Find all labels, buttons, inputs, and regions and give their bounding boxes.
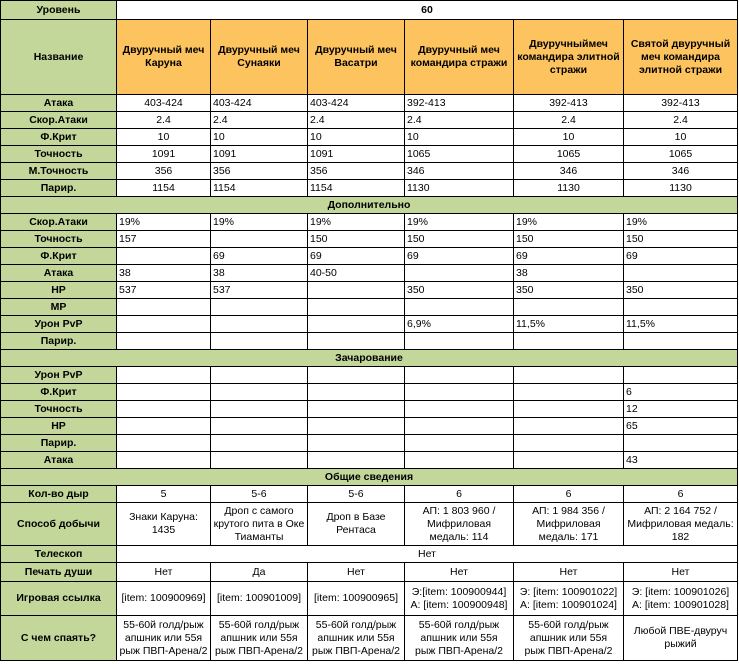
- cell-value: 43: [624, 452, 738, 469]
- cell-value: [211, 299, 308, 316]
- cell-value: 1091: [308, 146, 405, 163]
- enchant-stat-row: [1, 435, 738, 452]
- obtain-row: [1, 503, 738, 546]
- cell-value: [405, 452, 514, 469]
- cell-value: 10: [117, 129, 211, 146]
- cell-value: 150: [514, 231, 624, 248]
- cell-value: [405, 333, 514, 350]
- cell-line: А: [item: 100900948]: [410, 598, 508, 611]
- item-name-header: Двуручный меч Васатри: [308, 20, 405, 95]
- cell-value: [308, 299, 405, 316]
- cell-value: 350: [514, 282, 624, 299]
- row-label: Ф.Крит: [1, 248, 117, 265]
- cell-value: 5: [117, 486, 211, 503]
- cell-value: 65: [624, 418, 738, 435]
- enchant-stat-row: [1, 384, 738, 401]
- name-label: Название: [1, 20, 117, 95]
- row-label: Печать души: [1, 563, 117, 582]
- cell-value: [624, 367, 738, 384]
- cell-value: 6,9%: [405, 316, 514, 333]
- cell-value: 403-424: [117, 95, 211, 112]
- cell-value: [624, 265, 738, 282]
- cell-value: [117, 316, 211, 333]
- cell-value: 10: [211, 129, 308, 146]
- row-label: Кол-во дыр: [1, 486, 117, 503]
- item-name-header: Святой двуручный меч командира элитной стражи: [624, 20, 738, 95]
- row-label: Атака: [1, 452, 117, 469]
- enchant-stat-row: [1, 367, 738, 384]
- cell-value: [117, 616, 211, 661]
- cell-line: А: [item: 100901028]: [632, 598, 729, 611]
- cell-value: 356: [117, 163, 211, 180]
- cell-value: [405, 616, 514, 661]
- telescope-value: Нет: [117, 546, 738, 563]
- extra-stat-row: [1, 282, 738, 299]
- cell-value: АП: 1 984 356 / Мифриловая медаль: 171: [514, 503, 624, 546]
- cell-value: 10: [514, 129, 624, 146]
- row-label: HP: [1, 418, 117, 435]
- cell-value: [514, 452, 624, 469]
- fuse-row: [1, 616, 738, 661]
- cell-value: Нет: [405, 563, 514, 582]
- cell-line: рыж ПВП-Арена/2: [215, 644, 303, 657]
- cell-value: [405, 401, 514, 418]
- cell-value: 19%: [514, 214, 624, 231]
- cell-value: 350: [624, 282, 738, 299]
- extra-stat-row: [1, 248, 738, 265]
- cell-value: 1091: [211, 146, 308, 163]
- cell-line: апшник или 55я: [529, 631, 608, 644]
- cell-line: Э: [item: 100901022]: [519, 585, 618, 598]
- cell-value: [117, 299, 211, 316]
- cell-value: [624, 435, 738, 452]
- cell-value: 19%: [308, 214, 405, 231]
- cell-value: 1065: [405, 146, 514, 163]
- cell-value: [624, 616, 738, 661]
- row-label: Парир.: [1, 435, 117, 452]
- section-info-title: Общие сведения: [1, 469, 738, 486]
- cell-value: 69: [514, 248, 624, 265]
- enchant-stat-row: [1, 418, 738, 435]
- cell-value: Нет: [514, 563, 624, 582]
- cell-value: [514, 401, 624, 418]
- cell-value: 69: [308, 248, 405, 265]
- cell-value: [117, 418, 211, 435]
- cell-value: 403-424: [308, 95, 405, 112]
- cell-value: [514, 299, 624, 316]
- cell-line: Любой ПВЕ-двуруч: [633, 625, 728, 637]
- cell-value: 6: [405, 486, 514, 503]
- extra-stat-row: [1, 214, 738, 231]
- cell-value: 6: [624, 384, 738, 401]
- cell-value: 10: [405, 129, 514, 146]
- cell-value: 38: [514, 265, 624, 282]
- cell-value: 11,5%: [624, 316, 738, 333]
- row-label: Атака: [1, 95, 117, 112]
- cell-value: 403-424: [211, 95, 308, 112]
- cell-value: [211, 231, 308, 248]
- cell-value: 19%: [624, 214, 738, 231]
- extra-stat-row: [1, 333, 738, 350]
- cell-line: рыж ПВП-Арена/2: [415, 644, 503, 657]
- cell-value: 356: [211, 163, 308, 180]
- cell-value: [308, 582, 405, 616]
- extra-stat-row: [1, 231, 738, 248]
- row-label: Урон PvP: [1, 316, 117, 333]
- cell-value: 2.4: [624, 112, 738, 129]
- base-stat-row: [1, 146, 738, 163]
- cell-line: [item: 100900965]: [313, 592, 399, 604]
- cell-value: Дроп с самого крутого пита в Оке Тиаманты: [211, 503, 308, 546]
- base-stat-row: [1, 112, 738, 129]
- enchant-stat-row: [1, 452, 738, 469]
- cell-value: [308, 401, 405, 418]
- cell-value: АП: 1 803 960 / Мифриловая медаль: 114: [405, 503, 514, 546]
- cell-value: 40-50: [308, 265, 405, 282]
- cell-value: [211, 418, 308, 435]
- row-label: Точность: [1, 401, 117, 418]
- cell-value: [514, 384, 624, 401]
- cell-line: 55-60й голд/рыж: [315, 618, 397, 631]
- cell-line: 55-60й голд/рыж: [418, 618, 500, 631]
- cell-value: 346: [624, 163, 738, 180]
- cell-value: 12: [624, 401, 738, 418]
- cell-value: 2.4: [308, 112, 405, 129]
- row-label: Атака: [1, 265, 117, 282]
- row-label: Способ добычи: [1, 503, 117, 546]
- cell-value: [211, 435, 308, 452]
- cell-value: [514, 367, 624, 384]
- row-label: С чем спаять?: [1, 616, 117, 661]
- section-enchant-title: Зачарование: [1, 350, 738, 367]
- row-label: Ф.Крит: [1, 384, 117, 401]
- cell-line: [item: 100901009]: [216, 592, 302, 604]
- cell-value: 69: [405, 248, 514, 265]
- cell-value: 157: [117, 231, 211, 248]
- cell-line: Э:[item: 100900944]: [411, 585, 507, 598]
- extra-stat-row: [1, 265, 738, 282]
- cell-value: 1154: [308, 180, 405, 197]
- cell-value: [117, 248, 211, 265]
- cell-value: [308, 452, 405, 469]
- cell-value: 1130: [405, 180, 514, 197]
- base-stat-row: [1, 163, 738, 180]
- cell-value: 392-413: [514, 95, 624, 112]
- cell-value: [405, 384, 514, 401]
- cell-value: 1065: [624, 146, 738, 163]
- cell-value: Нет: [624, 563, 738, 582]
- cell-value: 69: [624, 248, 738, 265]
- cell-value: 19%: [117, 214, 211, 231]
- cell-value: 537: [211, 282, 308, 299]
- cell-value: 5-6: [308, 486, 405, 503]
- cell-value: 19%: [211, 214, 308, 231]
- cell-value: [405, 435, 514, 452]
- cell-value: 150: [405, 231, 514, 248]
- cell-value: [308, 282, 405, 299]
- cell-value: Знаки Каруна: 1435: [117, 503, 211, 546]
- cell-value: 392-413: [624, 95, 738, 112]
- cell-value: [211, 316, 308, 333]
- cell-value: 1130: [624, 180, 738, 197]
- cell-value: [211, 384, 308, 401]
- extra-stat-row: [1, 316, 738, 333]
- level-value: 60: [117, 1, 738, 20]
- row-label: MP: [1, 299, 117, 316]
- cell-value: [624, 582, 738, 616]
- item-link-row: [1, 582, 738, 616]
- row-label: Телескоп: [1, 546, 117, 563]
- telescope-row: [1, 546, 738, 563]
- cell-value: 5-6: [211, 486, 308, 503]
- cell-value: [211, 367, 308, 384]
- cell-value: [405, 582, 514, 616]
- cell-value: [308, 435, 405, 452]
- cell-value: 356: [308, 163, 405, 180]
- row-label: Ф.Крит: [1, 129, 117, 146]
- cell-value: [308, 616, 405, 661]
- cell-line: 55-60й голд/рыж: [218, 618, 300, 631]
- cell-value: 6: [514, 486, 624, 503]
- row-label: М.Точность: [1, 163, 117, 180]
- cell-value: 38: [117, 265, 211, 282]
- item-name-header: Двуручный меч Сунаяки: [211, 20, 308, 95]
- item-name-header: Двуручный меч Каруна: [117, 20, 211, 95]
- cell-line: [item: 100900969]: [121, 592, 206, 604]
- slots-row: [1, 486, 738, 503]
- cell-line: апшник или 55я: [420, 631, 498, 644]
- cell-line: рыж ПВП-Арена/2: [119, 644, 208, 657]
- level-label: Уровень: [1, 1, 117, 20]
- cell-value: 11,5%: [514, 316, 624, 333]
- cell-value: 2.4: [514, 112, 624, 129]
- cell-value: [117, 401, 211, 418]
- cell-line: рыж ПВП-Арена/2: [524, 644, 613, 657]
- section-enchant-title-row: [1, 350, 738, 367]
- cell-value: Да: [211, 563, 308, 582]
- cell-value: Нет: [117, 563, 211, 582]
- cell-value: АП: 2 164 752 / Мифриловая медаль: 182: [624, 503, 738, 546]
- cell-value: [308, 333, 405, 350]
- cell-line: А: [item: 100901024]: [520, 598, 617, 611]
- cell-value: 150: [624, 231, 738, 248]
- base-stat-row: [1, 129, 738, 146]
- section-info-title-row: [1, 469, 738, 486]
- cell-value: 38: [211, 265, 308, 282]
- cell-value: [117, 435, 211, 452]
- cell-line: 55-60й голд/рыж: [123, 618, 204, 631]
- cell-value: [211, 582, 308, 616]
- cell-line: апшник или 55я: [317, 631, 395, 644]
- row-label: Игровая ссылка: [1, 582, 117, 616]
- cell-line: апшник или 55я: [220, 631, 298, 644]
- item-name-header: Двуручныймеч командира элитной стражи: [514, 20, 624, 95]
- cell-line: 55-60й голд/рыж: [528, 618, 609, 631]
- cell-value: [211, 452, 308, 469]
- cell-value: 2.4: [405, 112, 514, 129]
- row-label: Скор.Атаки: [1, 214, 117, 231]
- cell-value: [514, 616, 624, 661]
- row-label: Урон PvP: [1, 367, 117, 384]
- cell-value: [308, 384, 405, 401]
- cell-value: 1091: [117, 146, 211, 163]
- section-extra-title: Дополнительно: [1, 197, 738, 214]
- row-label: Точность: [1, 146, 117, 163]
- cell-line: Э: [item: 100901026]: [631, 585, 730, 598]
- row-label: Точность: [1, 231, 117, 248]
- cell-value: [405, 367, 514, 384]
- cell-value: 10: [308, 129, 405, 146]
- cell-value: 69: [211, 248, 308, 265]
- row-label: HP: [1, 282, 117, 299]
- cell-value: Дроп в Базе Рентаса: [308, 503, 405, 546]
- cell-value: 1130: [514, 180, 624, 197]
- base-stat-row: [1, 95, 738, 112]
- row-label: Парир.: [1, 180, 117, 197]
- cell-value: 346: [514, 163, 624, 180]
- cell-value: 346: [405, 163, 514, 180]
- cell-value: 1154: [117, 180, 211, 197]
- cell-value: [405, 418, 514, 435]
- cell-line: рыж ПВП-Арена/2: [312, 644, 400, 657]
- cell-line: апшник или 55я: [124, 631, 203, 644]
- cell-value: [211, 616, 308, 661]
- name-row: [1, 20, 738, 95]
- cell-value: [514, 435, 624, 452]
- cell-value: [405, 265, 514, 282]
- soulbind-row: [1, 563, 738, 582]
- row-label: Парир.: [1, 333, 117, 350]
- cell-value: [117, 367, 211, 384]
- cell-value: [117, 333, 211, 350]
- cell-value: [405, 299, 514, 316]
- cell-value: 2.4: [117, 112, 211, 129]
- section-extra-title-row: [1, 197, 738, 214]
- cell-value: 10: [624, 129, 738, 146]
- cell-value: 1065: [514, 146, 624, 163]
- cell-value: [117, 452, 211, 469]
- cell-value: [624, 299, 738, 316]
- cell-line: рыжий: [664, 638, 697, 650]
- cell-value: 537: [117, 282, 211, 299]
- cell-value: 392-413: [405, 95, 514, 112]
- cell-value: [514, 418, 624, 435]
- cell-value: [308, 418, 405, 435]
- cell-value: [211, 333, 308, 350]
- base-stat-row: [1, 180, 738, 197]
- row-label: Скор.Атаки: [1, 112, 117, 129]
- cell-value: 150: [308, 231, 405, 248]
- cell-value: 2.4: [211, 112, 308, 129]
- enchant-stat-row: [1, 401, 738, 418]
- cell-value: [308, 316, 405, 333]
- level-row: [1, 1, 738, 20]
- cell-value: [117, 384, 211, 401]
- item-name-header: Двуручный меч командира стражи: [405, 20, 514, 95]
- cell-value: [624, 333, 738, 350]
- cell-value: [514, 333, 624, 350]
- cell-value: 1154: [211, 180, 308, 197]
- cell-value: 19%: [405, 214, 514, 231]
- cell-value: [514, 582, 624, 616]
- cell-value: [117, 582, 211, 616]
- cell-value: [211, 401, 308, 418]
- cell-value: [308, 367, 405, 384]
- cell-value: 350: [405, 282, 514, 299]
- cell-value: Нет: [308, 563, 405, 582]
- cell-value: 6: [624, 486, 738, 503]
- extra-stat-row: [1, 299, 738, 316]
